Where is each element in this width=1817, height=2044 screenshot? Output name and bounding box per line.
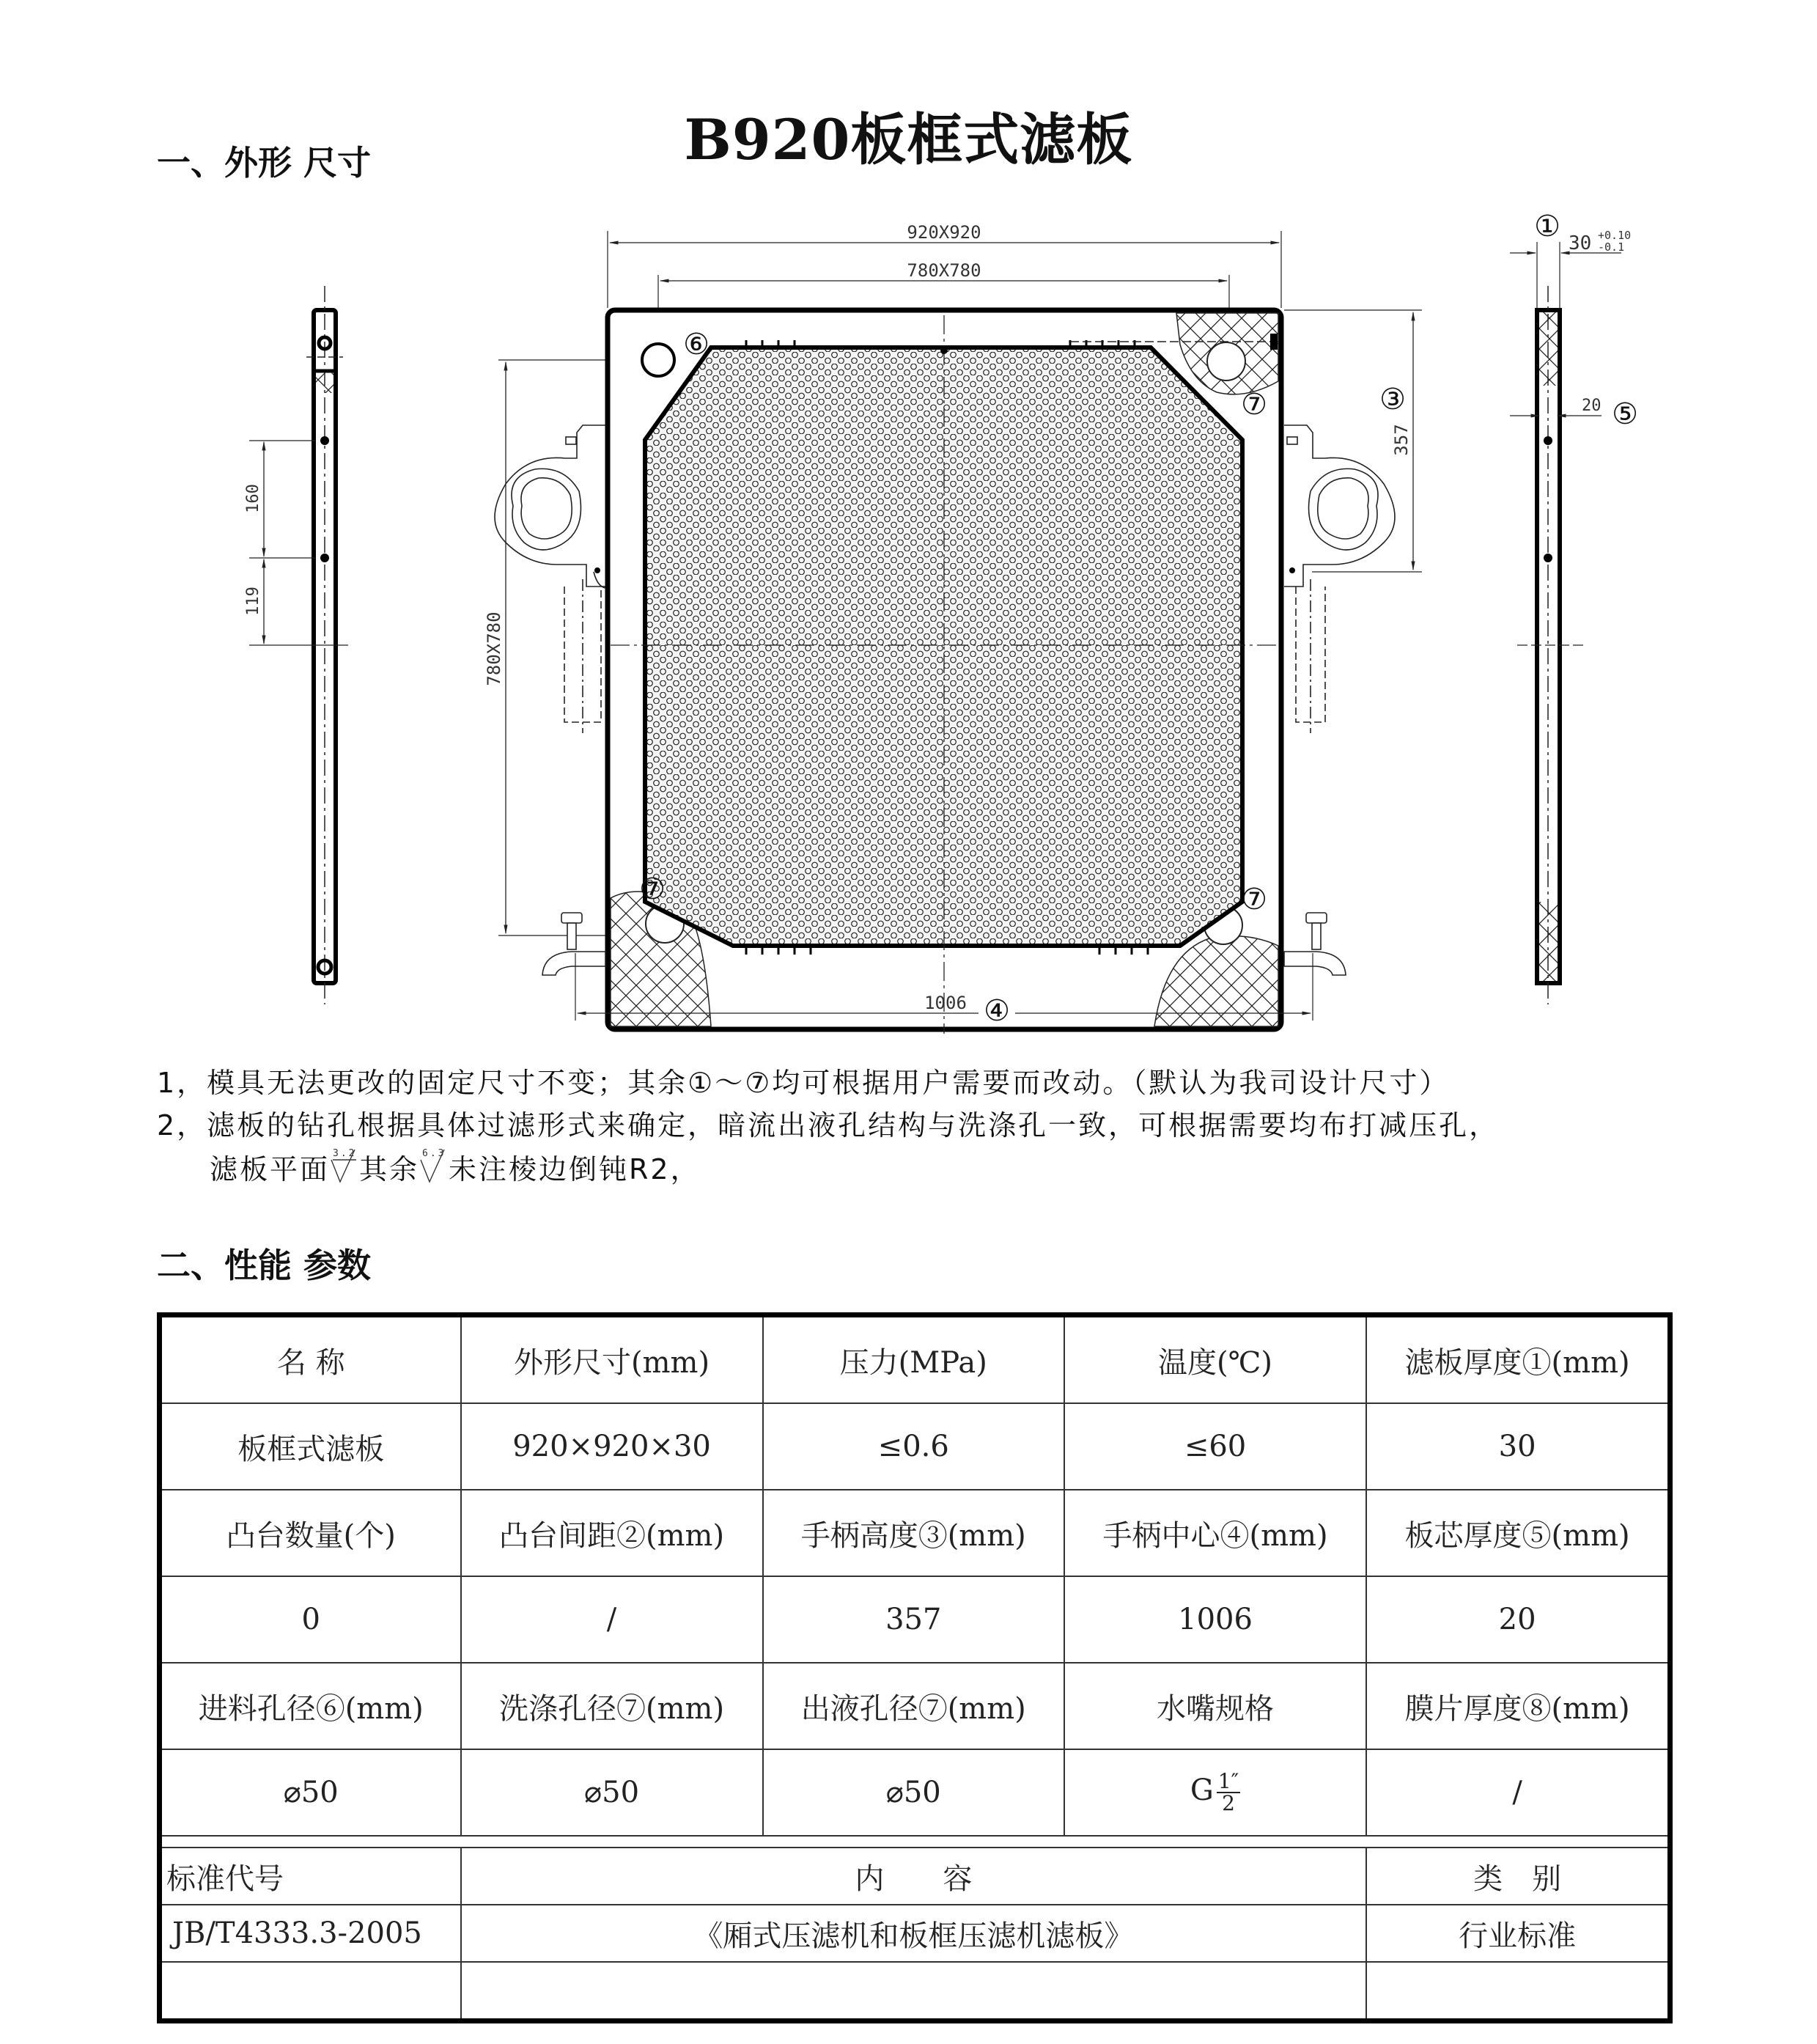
dim-119: 119: [244, 587, 262, 616]
note-2: 2，滤板的钻孔根据具体过滤形式来确定，暗流出液孔结构与洗涤孔一致，可根据需要均布打减压孔，: [157, 1109, 1500, 1142]
section-heading-dimensions: 一、外形 尺寸: [157, 143, 372, 183]
table-row: [160, 1663, 1670, 1749]
svg-text:3.2: 3.2: [333, 1148, 357, 1159]
fraction: $\frac{1''}{2}$: [1217, 1769, 1239, 1815]
header-cell: 手柄高度③(mm): [763, 1490, 1064, 1576]
table-row: [160, 1490, 1670, 1576]
header-cell: 外形尺寸(mm): [461, 1315, 763, 1404]
document-title: B920板框式滤板: [684, 107, 1133, 172]
note-1: 1，模具无法更改的固定尺寸不变；其余①～⑦均可根据用户需要而改动。（默认为我司设计尺寸）: [157, 1067, 1450, 1099]
header-cell: 压力(MPa): [763, 1315, 1064, 1404]
notes-block: [157, 1062, 1499, 1191]
callout-7-top-right: ⑦: [1241, 388, 1267, 422]
header-cell: 膜片厚度⑧(mm): [1366, 1663, 1670, 1749]
callout-1: ①: [1534, 210, 1560, 243]
header-cell: 出液孔径⑦(mm): [763, 1663, 1064, 1749]
callout-5: ⑤: [1612, 397, 1638, 431]
value-cell: ≤0.6: [763, 1403, 1064, 1490]
main-plate-view: [484, 222, 1422, 1034]
value-cell: ≤60: [1064, 1403, 1366, 1490]
callout-7-bottom-left: ⑦: [639, 872, 666, 906]
value-cell: 30: [1366, 1403, 1670, 1490]
dim-thickness-tol-upper: +0.10: [1598, 229, 1632, 242]
section-heading-parameters: 二、性能 参数: [157, 1246, 372, 1285]
dim-inner-vertical: 780X780: [484, 611, 504, 686]
roughness-symbol-6-3: [419, 1147, 449, 1185]
value-cell: 920×920×30: [461, 1403, 763, 1490]
value-cell: ⌀50: [461, 1749, 763, 1836]
standard-code: JB/T4333.3-2005: [160, 1905, 461, 1962]
standard-content-header: 内 容: [461, 1848, 1367, 1905]
header-cell: 手柄中心④(mm): [1064, 1490, 1366, 1576]
callout-7-bottom-right: ⑦: [1241, 883, 1267, 916]
value-cell: ⌀50: [763, 1749, 1064, 1836]
table-row: [160, 1403, 1670, 1490]
callout-3: ③: [1379, 383, 1406, 416]
standard-category-header: 类 别: [1366, 1848, 1670, 1905]
header-cell: 板芯厚度⑤(mm): [1366, 1490, 1670, 1576]
dim-core-thickness: 20: [1582, 397, 1602, 415]
value-cell: 板框式滤板: [160, 1403, 461, 1490]
table-row: [160, 1576, 1670, 1663]
header-cell: 水嘴规格: [1064, 1663, 1366, 1749]
note-3-text-b: 其余: [359, 1153, 420, 1185]
standard-category: 行业标准: [1366, 1905, 1670, 1962]
water-nozzle-spec-cell: G $\frac{1''}{2}$: [1064, 1749, 1366, 1836]
header-cell: 洗涤孔径⑦(mm): [461, 1663, 763, 1749]
standard-row: [160, 1905, 1670, 1962]
value-cell: ⌀50: [160, 1749, 461, 1836]
left-side-view: [244, 286, 348, 1004]
spec-table: [157, 1312, 1673, 2023]
dim-thickness: 30: [1569, 232, 1592, 254]
value-cell: 20: [1366, 1576, 1670, 1663]
dim-handle-center: 1006: [924, 993, 967, 1013]
dim-inner: 780X780: [907, 260, 981, 281]
dim-handle-height: 357: [1391, 424, 1412, 456]
header-cell: 凸台间距②(mm): [461, 1490, 763, 1576]
value-cell: /: [1366, 1749, 1670, 1836]
table-spacer-row: [160, 1836, 1670, 1848]
dim-thickness-tol-lower: -0.1: [1598, 240, 1625, 254]
roughness-symbol-3-2: [330, 1147, 359, 1185]
standard-content: 《厢式压滤机和板框压滤机滤板》: [461, 1905, 1367, 1962]
header-cell: 滤板厚度①(mm): [1366, 1315, 1670, 1404]
value-cell: /: [461, 1576, 763, 1663]
header-cell: 进料孔径⑥(mm): [160, 1663, 461, 1749]
callout-4: ④: [984, 994, 1010, 1028]
right-side-view: [1510, 210, 1638, 1004]
dim-160: 160: [244, 484, 262, 513]
empty-row: [160, 1962, 1670, 2021]
header-cell: 凸台数量(个): [160, 1490, 461, 1576]
note-3-text-c: 未注棱边倒钝R2，: [449, 1153, 701, 1185]
callout-6: ⑥: [683, 328, 710, 361]
dim-overall: 920X920: [907, 222, 981, 243]
header-cell: 温度(℃): [1064, 1315, 1366, 1404]
table-row: [160, 1749, 1670, 1836]
standard-header-row: [160, 1848, 1670, 1905]
table-row: [160, 1315, 1670, 1404]
value-cell: 357: [763, 1576, 1064, 1663]
note-3-text-a: 滤板平面: [210, 1153, 331, 1185]
standard-code-header: 标准代号: [160, 1848, 461, 1905]
header-cell: 名 称: [160, 1315, 461, 1404]
value-cell: 0: [160, 1576, 461, 1663]
value-cell: 1006: [1064, 1576, 1366, 1663]
svg-text:6.3: 6.3: [422, 1148, 446, 1159]
note-3: [157, 1147, 1499, 1191]
